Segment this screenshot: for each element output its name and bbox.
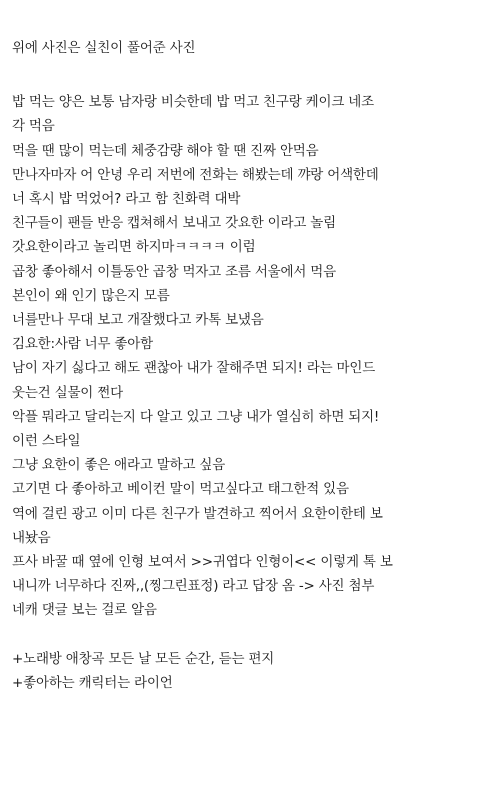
footer-line: +좋아하는 캐릭터는 라이언	[12, 674, 173, 691]
text-line: 이런 스타일	[12, 433, 81, 450]
text-line: 네캐 댓글 보는 걸로 알음	[12, 602, 157, 619]
document-title: 위에 사진은 실친이 풀어준 사진	[12, 40, 196, 56]
text-line: 밥 먹는 양은 보통 남자랑 비슷한데 밥 먹고 친구랑 케이크 네조	[12, 94, 374, 111]
text-line: 프사 바꿀 때 옆에 인형 보여서 >>귀엽다 인형이<< 이렇게 톡 보	[12, 554, 393, 571]
text-line: 고기면 다 좋아하고 베이컨 말이 먹고싶다고 태그한적 있음	[12, 481, 349, 498]
text-line: 각 먹음	[12, 118, 55, 135]
text-line: 남이 자기 싫다고 해도 괜찮아 내가 잘해주면 되지! 라는 마인드	[12, 360, 376, 377]
text-line: 친구들이 팬들 반응 캡쳐해서 보내고 갓요한 이라고 놀림	[12, 215, 336, 232]
text-line: 먹을 땐 많이 먹는데 체중감량 해야 할 땐 진짜 안먹음	[12, 142, 319, 159]
text-line: 만나자마자 어 안녕 우리 저번에 전화는 해봤는데 꺄랑 어색한데	[12, 166, 379, 183]
spacer	[12, 623, 468, 647]
text-line: 본인이 왜 인기 많은지 모름	[12, 287, 170, 304]
text-line: 김요한:사람 너무 좋아함	[12, 336, 153, 353]
text-line: 너를만나 무대 보고 개잘했다고 카톡 보냈음	[12, 312, 264, 329]
text-line: 역에 걸린 광고 이미 다른 친구가 발견하고 찍어서 요한이한테 보	[12, 505, 383, 522]
text-line: 곱창 좋아해서 이틀동안 곱창 먹자고 조름 서울에서 먹음	[12, 263, 336, 280]
footer-line: +노래방 애창곡 모든 날 모든 순간, 듣는 편지	[12, 650, 275, 667]
spacer	[12, 60, 468, 90]
text-line: 내니까 너무하다 진짜,,(찡그린표정) 라고 답장 옴 -> 사진 첨부	[12, 578, 375, 595]
text-line: 갓요한이라고 놀리면 하지마ㅋㅋㅋㅋ 이럼	[12, 239, 256, 256]
text-line: 웃는건 실물이 쩐다	[12, 384, 123, 401]
text-line: 그냥 요한이 좋은 애라고 말하고 싶음	[12, 457, 226, 474]
text-line: 악플 뭐라고 달리는지 다 알고 있고 그냥 내가 열심히 하면 되지!	[12, 408, 380, 425]
text-line: 너 혹시 밥 먹었어? 라고 함 친화력 대박	[12, 191, 241, 208]
text-line: 내놨음	[12, 529, 51, 546]
